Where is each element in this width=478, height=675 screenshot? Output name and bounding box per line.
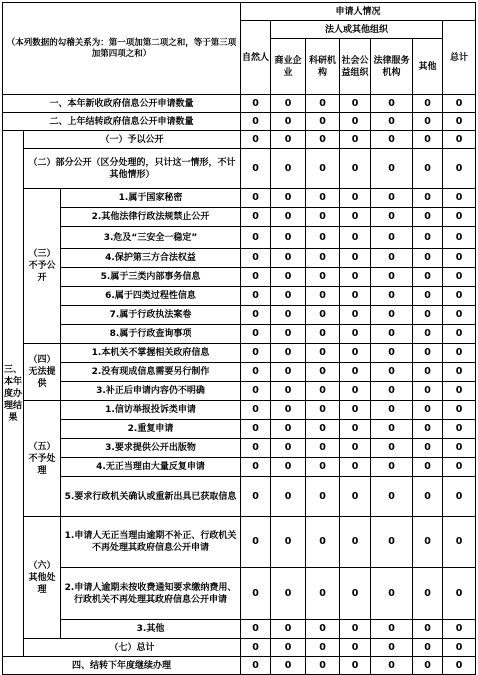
government-info-disclosure-table xyxy=(2,2,476,675)
value-cell: 0 xyxy=(340,287,371,306)
value-cell: 0 xyxy=(271,477,306,517)
value-cell: 0 xyxy=(413,131,443,149)
legal-col-header: 社会公益组织 xyxy=(340,39,371,95)
value-cell: 0 xyxy=(371,620,413,639)
row-label: 4.保护第三方合法权益 xyxy=(61,249,241,268)
value-cell: 0 xyxy=(306,344,340,363)
value-cell: 0 xyxy=(413,401,443,420)
value-cell: 0 xyxy=(241,382,271,401)
value-cell: 0 xyxy=(271,149,306,189)
applicant-group-header: 申请人情况 xyxy=(241,3,476,21)
row-label: 二、上年结转政府信息公开申请数量 xyxy=(3,113,241,131)
value-cell: 0 xyxy=(271,363,306,382)
value-cell: 0 xyxy=(443,657,476,675)
value-cell: 0 xyxy=(241,149,271,189)
value-cell: 0 xyxy=(306,249,340,268)
value-cell: 0 xyxy=(271,325,306,344)
value-cell: 0 xyxy=(413,639,443,657)
value-cell: 0 xyxy=(371,268,413,287)
g3-group-label: （三）不予公开 xyxy=(24,189,61,344)
value-cell: 0 xyxy=(443,249,476,268)
value-cell: 0 xyxy=(371,249,413,268)
value-cell: 0 xyxy=(340,382,371,401)
value-cell: 0 xyxy=(371,517,413,568)
value-cell: 0 xyxy=(271,287,306,306)
value-cell: 0 xyxy=(271,249,306,268)
value-cell: 0 xyxy=(443,325,476,344)
value-cell: 0 xyxy=(371,363,413,382)
value-cell: 0 xyxy=(413,249,443,268)
value-cell: 0 xyxy=(371,568,413,620)
value-cell: 0 xyxy=(413,420,443,439)
value-cell: 0 xyxy=(306,382,340,401)
value-cell: 0 xyxy=(271,517,306,568)
value-cell: 0 xyxy=(371,458,413,477)
row-label: 5.要求行政机关确认或重新出具已获取信息 xyxy=(61,477,241,517)
value-cell: 0 xyxy=(306,657,340,675)
value-cell: 0 xyxy=(340,477,371,517)
value-cell: 0 xyxy=(306,458,340,477)
value-cell: 0 xyxy=(413,382,443,401)
value-cell: 0 xyxy=(306,189,340,208)
value-cell: 0 xyxy=(443,113,476,131)
value-cell: 0 xyxy=(443,620,476,639)
row-label: 1.信访举报投诉类申请 xyxy=(61,401,241,420)
value-cell: 0 xyxy=(340,227,371,249)
row-label: （二）部分公开（区分处理的，只计这一情形，不计其他情形） xyxy=(24,149,241,189)
value-cell: 0 xyxy=(241,568,271,620)
row-label: 3.危及“三安全一稳定” xyxy=(61,227,241,249)
value-cell: 0 xyxy=(413,458,443,477)
value-cell: 0 xyxy=(306,95,340,113)
legal-col-header: 法律服务机构 xyxy=(371,39,413,95)
value-cell: 0 xyxy=(340,249,371,268)
value-cell: 0 xyxy=(306,477,340,517)
value-cell: 0 xyxy=(306,287,340,306)
value-cell: 0 xyxy=(443,306,476,325)
value-cell: 0 xyxy=(241,306,271,325)
total-header: 总计 xyxy=(443,21,476,95)
value-cell: 0 xyxy=(371,420,413,439)
row-label: 四、结转下年度继续办理 xyxy=(3,657,241,675)
value-cell: 0 xyxy=(271,568,306,620)
value-cell: 0 xyxy=(413,517,443,568)
value-cell: 0 xyxy=(306,325,340,344)
value-cell: 0 xyxy=(443,517,476,568)
value-cell: 0 xyxy=(306,363,340,382)
value-cell: 0 xyxy=(340,420,371,439)
value-cell: 0 xyxy=(306,420,340,439)
value-cell: 0 xyxy=(371,131,413,149)
value-cell: 0 xyxy=(443,227,476,249)
value-cell: 0 xyxy=(271,95,306,113)
value-cell: 0 xyxy=(371,657,413,675)
value-cell: 0 xyxy=(241,325,271,344)
value-cell: 0 xyxy=(371,95,413,113)
value-cell: 0 xyxy=(340,149,371,189)
value-cell: 0 xyxy=(340,568,371,620)
row-label: 2.没有现成信息需要另行制作 xyxy=(61,363,241,382)
value-cell: 0 xyxy=(443,131,476,149)
value-cell: 0 xyxy=(271,189,306,208)
row-label: 3.补正后申请内容仍不明确 xyxy=(61,382,241,401)
value-cell: 0 xyxy=(340,208,371,227)
value-cell: 0 xyxy=(306,401,340,420)
value-cell: 0 xyxy=(241,95,271,113)
value-cell: 0 xyxy=(443,268,476,287)
value-cell: 0 xyxy=(241,208,271,227)
value-cell: 0 xyxy=(241,287,271,306)
value-cell: 0 xyxy=(271,113,306,131)
value-cell: 0 xyxy=(306,113,340,131)
value-cell: 0 xyxy=(371,287,413,306)
value-cell: 0 xyxy=(413,568,443,620)
value-cell: 0 xyxy=(340,458,371,477)
value-cell: 0 xyxy=(413,344,443,363)
value-cell: 0 xyxy=(443,477,476,517)
row-label: 6.属于四类过程性信息 xyxy=(61,287,241,306)
value-cell: 0 xyxy=(340,306,371,325)
value-cell: 0 xyxy=(413,439,443,458)
value-cell: 0 xyxy=(241,439,271,458)
value-cell: 0 xyxy=(340,620,371,639)
value-cell: 0 xyxy=(241,131,271,149)
value-cell: 0 xyxy=(371,208,413,227)
value-cell: 0 xyxy=(371,227,413,249)
value-cell: 0 xyxy=(340,325,371,344)
legal-col-header: 其他 xyxy=(413,39,443,95)
value-cell: 0 xyxy=(241,268,271,287)
value-cell: 0 xyxy=(241,657,271,675)
value-cell: 0 xyxy=(413,306,443,325)
value-cell: 0 xyxy=(306,568,340,620)
value-cell: 0 xyxy=(340,344,371,363)
row-label: 1.属于国家秘密 xyxy=(61,189,241,208)
value-cell: 0 xyxy=(306,306,340,325)
row-label: （七）总计 xyxy=(24,639,241,657)
value-cell: 0 xyxy=(306,227,340,249)
value-cell: 0 xyxy=(271,401,306,420)
value-cell: 0 xyxy=(271,306,306,325)
value-cell: 0 xyxy=(371,382,413,401)
value-cell: 0 xyxy=(271,131,306,149)
value-cell: 0 xyxy=(443,287,476,306)
value-cell: 0 xyxy=(413,325,443,344)
value-cell: 0 xyxy=(271,620,306,639)
value-cell: 0 xyxy=(271,458,306,477)
value-cell: 0 xyxy=(340,95,371,113)
value-cell: 0 xyxy=(306,268,340,287)
value-cell: 0 xyxy=(340,189,371,208)
value-cell: 0 xyxy=(371,306,413,325)
g6-group-label: （六）其他处理 xyxy=(24,517,61,639)
value-cell: 0 xyxy=(241,113,271,131)
value-cell: 0 xyxy=(413,189,443,208)
value-cell: 0 xyxy=(413,208,443,227)
value-cell: 0 xyxy=(241,344,271,363)
value-cell: 0 xyxy=(271,208,306,227)
row-label: 8.属于行政查询事项 xyxy=(61,325,241,344)
value-cell: 0 xyxy=(371,325,413,344)
value-cell: 0 xyxy=(371,639,413,657)
row-label: 1.申请人无正当理由逾期不补正、行政机关不再处理其政府信息公开申请 xyxy=(61,517,241,568)
row-label: 4.无正当理由大量反复申请 xyxy=(61,458,241,477)
value-cell: 0 xyxy=(443,95,476,113)
value-cell: 0 xyxy=(413,477,443,517)
value-cell: 0 xyxy=(340,439,371,458)
value-cell: 0 xyxy=(241,363,271,382)
value-cell: 0 xyxy=(443,639,476,657)
value-cell: 0 xyxy=(413,149,443,189)
value-cell: 0 xyxy=(241,458,271,477)
value-cell: 0 xyxy=(306,149,340,189)
value-cell: 0 xyxy=(241,401,271,420)
legal-col-header: 科研机构 xyxy=(306,39,340,95)
row-label: 2.其他法律行政法规禁止公开 xyxy=(61,208,241,227)
value-cell: 0 xyxy=(443,363,476,382)
row-label: 3.要求提供公开出版物 xyxy=(61,439,241,458)
value-cell: 0 xyxy=(371,113,413,131)
natural-person-header: 自然人 xyxy=(241,21,271,95)
value-cell: 0 xyxy=(443,568,476,620)
row-label: 2.重复申请 xyxy=(61,420,241,439)
value-cell: 0 xyxy=(340,401,371,420)
value-cell: 0 xyxy=(371,344,413,363)
row-label: 5.属于三类内部事务信息 xyxy=(61,268,241,287)
value-cell: 0 xyxy=(443,382,476,401)
value-cell: 0 xyxy=(306,131,340,149)
value-cell: 0 xyxy=(340,113,371,131)
value-cell: 0 xyxy=(443,401,476,420)
value-cell: 0 xyxy=(340,657,371,675)
value-cell: 0 xyxy=(443,420,476,439)
g5-group-label: （五）不予处理 xyxy=(24,401,61,517)
value-cell: 0 xyxy=(271,639,306,657)
value-cell: 0 xyxy=(271,657,306,675)
value-cell: 0 xyxy=(241,639,271,657)
value-cell: 0 xyxy=(413,113,443,131)
value-cell: 0 xyxy=(340,639,371,657)
row-label: 2.申请人逾期未按收费通知要求缴纳费用、行政机关不再处理其政府信息公开申请 xyxy=(61,568,241,620)
legal-col-header: 商业企业 xyxy=(271,39,306,95)
value-cell: 0 xyxy=(443,344,476,363)
value-cell: 0 xyxy=(340,363,371,382)
value-cell: 0 xyxy=(340,268,371,287)
value-cell: 0 xyxy=(413,287,443,306)
value-cell: 0 xyxy=(413,227,443,249)
value-cell: 0 xyxy=(306,639,340,657)
value-cell: 0 xyxy=(306,439,340,458)
value-cell: 0 xyxy=(241,517,271,568)
value-cell: 0 xyxy=(371,149,413,189)
value-cell: 0 xyxy=(241,420,271,439)
value-cell: 0 xyxy=(443,149,476,189)
value-cell: 0 xyxy=(340,131,371,149)
value-cell: 0 xyxy=(413,620,443,639)
value-cell: 0 xyxy=(413,268,443,287)
value-cell: 0 xyxy=(443,208,476,227)
value-cell: 0 xyxy=(271,344,306,363)
value-cell: 0 xyxy=(306,517,340,568)
row-label: 一、本年新收政府信息公开申请数量 xyxy=(3,95,241,113)
value-cell: 0 xyxy=(241,620,271,639)
corner-note: （本列数据的勾稽关系为：第一项加第二项之和，等于第三项加第四项之和） xyxy=(3,3,241,95)
value-cell: 0 xyxy=(271,227,306,249)
legal-group-header: 法人或其他组织 xyxy=(271,21,443,39)
value-cell: 0 xyxy=(271,268,306,287)
value-cell: 0 xyxy=(443,458,476,477)
value-cell: 0 xyxy=(371,439,413,458)
value-cell: 0 xyxy=(371,189,413,208)
value-cell: 0 xyxy=(413,363,443,382)
value-cell: 0 xyxy=(413,95,443,113)
value-cell: 0 xyxy=(413,657,443,675)
value-cell: 0 xyxy=(241,477,271,517)
value-cell: 0 xyxy=(241,227,271,249)
row-label: 3.其他 xyxy=(61,620,241,639)
value-cell: 0 xyxy=(340,517,371,568)
value-cell: 0 xyxy=(443,189,476,208)
value-cell: 0 xyxy=(271,420,306,439)
row-label: 1.本机关不掌握相关政府信息 xyxy=(61,344,241,363)
value-cell: 0 xyxy=(306,620,340,639)
value-cell: 0 xyxy=(371,401,413,420)
g4-group-label: （四）无法提供 xyxy=(24,344,61,401)
row-label: （一）予以公开 xyxy=(24,131,241,149)
value-cell: 0 xyxy=(443,439,476,458)
value-cell: 0 xyxy=(241,189,271,208)
value-cell: 0 xyxy=(271,439,306,458)
section-three-label: 三、本年度办理结果 xyxy=(3,131,24,657)
value-cell: 0 xyxy=(306,208,340,227)
value-cell: 0 xyxy=(371,477,413,517)
value-cell: 0 xyxy=(241,249,271,268)
row-label: 7.属于行政执法案卷 xyxy=(61,306,241,325)
value-cell: 0 xyxy=(271,382,306,401)
